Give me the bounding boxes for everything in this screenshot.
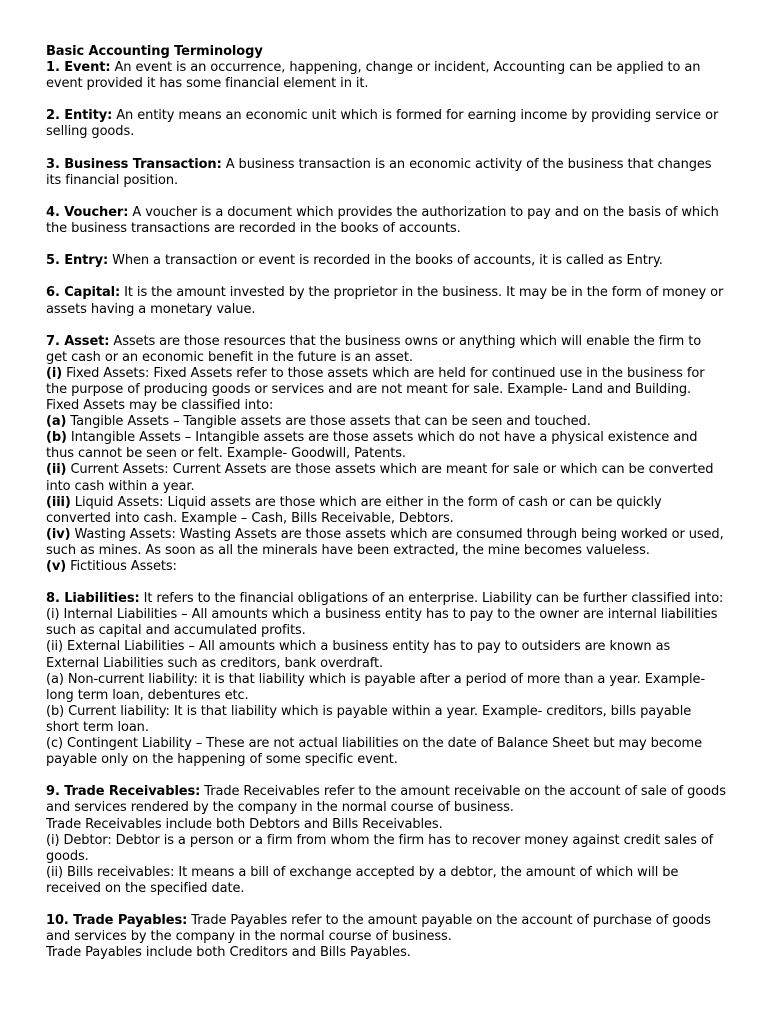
list-item — [46, 736, 726, 768]
list-item-text: Fictitious Assets: — [66, 559, 177, 574]
section-text: An event is an occurrence, happening, change or incident, Accounting can be applied to an event provided it has some financial element in it. — [46, 60, 701, 92]
section-text: Trade Receivables refer to the amount receivable on the account of sale of goods and services rendered by the company in the normal course of business. — [46, 784, 726, 816]
list-item-marker: (i) — [46, 365, 63, 381]
list-item — [46, 559, 726, 575]
list-item-text: Tangible Assets – Tangible assets are those assets that can be seen and touched. — [66, 414, 591, 430]
list-item-text: (i) Debtor: Debtor is a person or a firm from whom the firm has to recover money against credit sales of goods. — [46, 832, 714, 864]
list-item-text: Current Assets: Current Assets are those assets which are meant for sale or which can be converted into cash within a year. — [46, 462, 714, 494]
list-item — [46, 527, 726, 559]
section-paragraph — [46, 253, 726, 269]
list-item-text: Wasting Assets: Wasting Assets are those assets which are consumed through being worked or used, such as mines. As soon as all the minerals have been extracted, the mine becomes valueless. — [46, 526, 724, 558]
section-paragraph — [46, 334, 726, 366]
section-paragraph — [46, 591, 726, 607]
section-6 — [46, 285, 726, 317]
list-item-text: Intangible Assets – Intangible assets are those assets which do not have a physical existence and thus cannot be seen or felt. Example- Goodwill, Patents. — [46, 430, 698, 462]
list-item — [46, 672, 726, 704]
section-paragraph — [46, 157, 726, 189]
section-paragraph — [46, 108, 726, 140]
section-text: A voucher is a document which provides the authorization to pay and on the basis of which the business transactions are recorded in the books of accounts. — [46, 204, 719, 237]
list-item — [46, 817, 726, 833]
sections — [46, 60, 726, 961]
section-heading: 2. Entity: — [46, 108, 113, 124]
section-heading: 1. Event: — [46, 60, 111, 76]
list-item-text: (i) Internal Liabilities – All amounts which a business entity has to pay to the owner are internal liabilities such as capital and accumulated profits. — [46, 607, 718, 639]
section-5 — [46, 253, 726, 269]
list-item — [46, 430, 726, 462]
section-heading: 3. Business Transaction: — [46, 156, 222, 172]
section-paragraph — [46, 784, 726, 816]
list-item — [46, 945, 726, 961]
section-text: Trade Payables refer to the amount payable on the account of purchase of goods and services by the company in the normal course of business. — [46, 913, 711, 945]
section-heading: 7. Asset: — [46, 333, 110, 349]
list-item-marker: (v) — [46, 559, 67, 574]
section-paragraph — [46, 285, 726, 317]
document-page — [46, 44, 726, 961]
list-item-text: (a) Non-current liability: it is that liability which is payable after a period of more than a year. Example-long term loan, debentures etc. — [46, 671, 706, 703]
section-text: An entity means an economic unit which is formed for earning income by providing service or selling goods. — [46, 108, 719, 140]
list-item — [46, 414, 726, 430]
list-item-marker: (b) — [46, 430, 67, 446]
list-item-marker: (a) — [46, 414, 67, 430]
section-paragraph — [46, 205, 726, 237]
list-item-text: (ii) External Liabilities – All amounts which a business entity has to pay to outsiders are known as External Liabilities such as creditors, bank overdraft. — [46, 639, 671, 671]
section-heading: 5. Entry: — [46, 253, 109, 269]
list-item-text: Fixed Assets: Fixed Assets refer to those assets which are held for continued use in the business for the purpose of producing goods or services and are not meant for sale. Example- Land and Building. — [46, 365, 705, 397]
list-item — [46, 833, 726, 865]
section-heading: 8. Liabilities: — [46, 591, 140, 607]
section-4 — [46, 205, 726, 237]
section-paragraph — [46, 60, 726, 92]
section-3 — [46, 157, 726, 189]
document-title: Basic Accounting Terminology — [46, 44, 263, 59]
section-heading: 9. Trade Receivables: — [46, 784, 201, 800]
list-item — [46, 607, 726, 639]
list-item — [46, 865, 726, 897]
section-9 — [46, 784, 726, 897]
section-heading: 4. Voucher: — [46, 204, 129, 220]
list-item-text: (c) Contingent Liability – These are not actual liabilities on the date of Balance Sheet but may become payable only on the happening of some specific event. — [46, 736, 703, 768]
list-item-text: Fixed Assets may be classified into: — [46, 398, 274, 414]
list-item-text: (ii) Bills receivables: It means a bill of exchange accepted by a debtor, the amount of which will be received on the specified date. — [46, 864, 679, 896]
list-item-marker: (iv) — [46, 526, 71, 542]
section-1 — [46, 60, 726, 92]
section-8 — [46, 591, 726, 768]
list-item — [46, 639, 726, 671]
section-7 — [46, 334, 726, 575]
section-text: A business transaction is an economic activity of the business that changes its financial position. — [46, 156, 712, 188]
section-heading: 10. Trade Payables: — [46, 913, 188, 929]
list-item — [46, 398, 726, 414]
section-text: When a transaction or event is recorded in the books of accounts, it is called as Entry. — [108, 253, 663, 269]
list-item — [46, 462, 726, 494]
section-text: Assets are those resources that the business owns or anything which will enable the firm to get cash or an economic benefit in the future is an asset. — [46, 333, 702, 365]
list-item-text: (b) Current liability: It is that liability which is payable within a year. Example- creditors, bills payable short term loan. — [46, 703, 692, 735]
section-10 — [46, 913, 726, 961]
section-text: It refers to the financial obligations of an enterprise. Liability can be further classified into: — [139, 591, 724, 607]
list-item — [46, 704, 726, 736]
list-item-marker: (ii) — [46, 462, 67, 478]
list-item — [46, 366, 726, 398]
list-item-text: Liquid Assets: Liquid assets are those which are either in the form of cash or can be quickly converted into cash. Example – Cash, Bills Receivable, Debtors. — [46, 494, 662, 526]
section-2 — [46, 108, 726, 140]
list-item-text: Trade Payables include both Creditors and Bills Payables. — [46, 945, 411, 961]
section-heading: 6. Capital: — [46, 285, 121, 301]
list-item-marker: (iii) — [46, 494, 71, 510]
section-text: It is the amount invested by the proprietor in the business. It may be in the form of money or assets having a monetary value. — [46, 285, 724, 317]
section-paragraph — [46, 913, 726, 945]
list-item — [46, 495, 726, 527]
list-item-text: Trade Receivables include both Debtors and Bills Receivables. — [46, 816, 443, 832]
